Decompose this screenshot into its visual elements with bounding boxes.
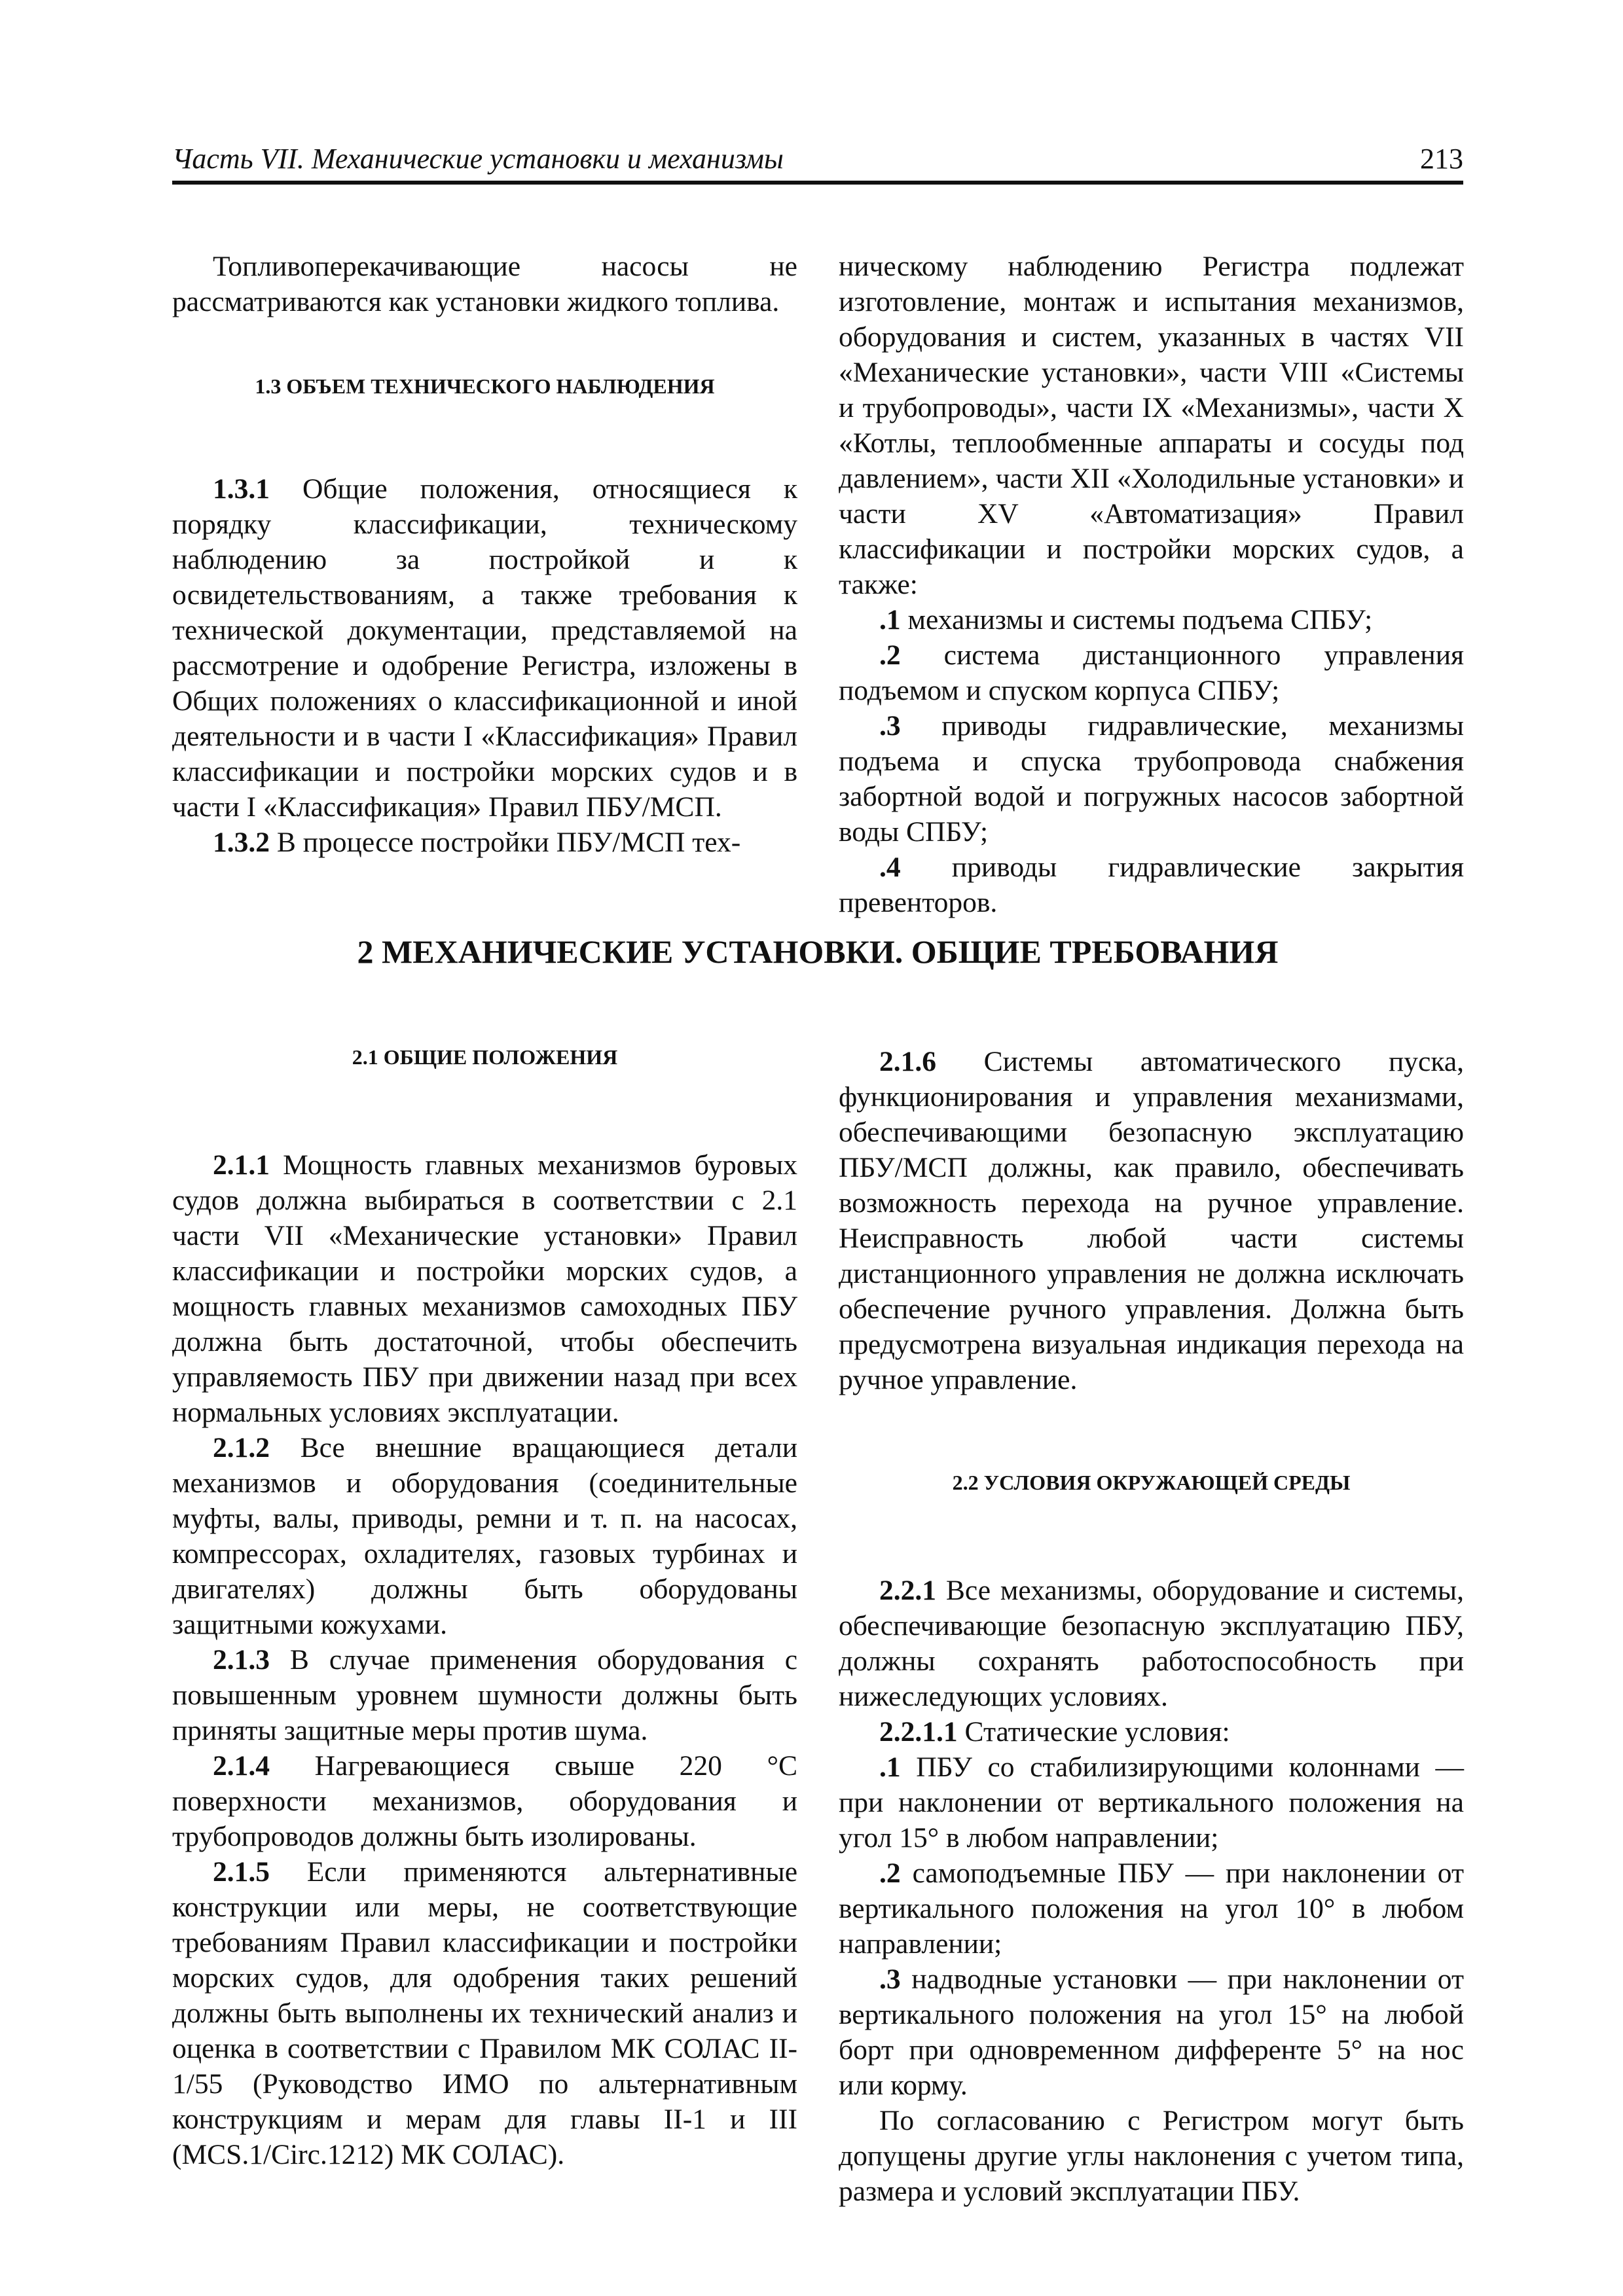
subsection-heading-2-1: 2.1 ОБЩИЕ ПОЛОЖЕНИЯ bbox=[352, 1045, 618, 1069]
clause-text: Мощность главных механизмов буровых судов должна выбираться в соответствии с 2.1 части VII «Механические установки» Правил классификации и постройки морских судов, а мощность главных механизмов самоходных ПБУ должна быть достаточной, чтобы обеспечить управляемость ПБУ при движении назад при всех нормальных условиях эксплуатации. bbox=[172, 1149, 797, 1428]
paragraph-1-3-2-continued: ническому наблюдению Регистра подлежат изготовление, монтаж и испытания механизмов, оборудования и систем, указанных в частях VII «Механические установки», части VIII «Системы и трубопроводы», части IX «Механизмы», части X «Котлы, теплообменные аппараты и сосуды под давлением», части XII «Холодильные установки» и части XV «Автоматизация» Правил классификации и постройки морских судов, а также: bbox=[839, 251, 1464, 600]
page-number: 213 bbox=[1420, 143, 1463, 175]
clause-text: В процессе постройки ПБУ/МСП тех- bbox=[270, 827, 741, 858]
paragraph-2-1-6 bbox=[839, 1044, 1464, 1397]
list-item bbox=[839, 602, 1464, 637]
list-item bbox=[839, 1856, 1464, 1962]
clause-text: Системы автоматического пуска, функционирования и управления механизмами, обеспечивающими безопасную эксплуатацию ПБУ/МСП должны, как правило, обеспечивать возможность перехода на ручное управление. Неисправность любой части системы дистанционного управления не должна исключать обеспечение ручного управления. Должна быть предусмотрена визуальная индикация перехода на ручное управление. bbox=[839, 1046, 1464, 1395]
item-text: надводные установки — при наклонении от вертикального положения на угол 15° на любой борт при одновременном дифференте 5° на нос или корму. bbox=[839, 1964, 1464, 2101]
clause-number: 2.1.6 bbox=[879, 1046, 936, 1077]
item-text: механизмы и системы подъема СПБУ; bbox=[900, 604, 1373, 636]
paragraph-2-1-5 bbox=[172, 1854, 797, 2172]
intro-paragraph: Топливоперекачивающие насосы не рассматриваются как установки жидкого топлива. bbox=[172, 251, 797, 317]
clause-number: 2.1.4 bbox=[213, 1750, 270, 1782]
paragraph-2-1-1 bbox=[172, 1147, 797, 1430]
running-title: Часть VII. Механические установки и механизмы bbox=[172, 143, 784, 175]
paragraph-2-2-1-1 bbox=[839, 1714, 1464, 1749]
list-item bbox=[839, 850, 1464, 920]
item-text: самоподъемные ПБУ — при наклонении от вертикального положения на угол 10° в любом направлении; bbox=[839, 1857, 1464, 1960]
clause-text: В случае применения оборудования с повышенным уровнем шумности должны быть приняты защитные меры против шума. bbox=[172, 1644, 797, 1746]
clause-text: Если применяются альтернативные конструкции или меры, не соответствующие требованиям Правил классификации и постройки морских судов, для одобрения таких решений должны быть выполнены их технический анализ и оценка в соответствии с Правилом МК СОЛАС II-1/55 (Руководство ИМО по альтернативным конструкциям и мерам для главы II-1 и III (MCS.1/Circ.1212) МК СОЛАС). bbox=[172, 1856, 797, 2170]
item-text: система дистанционного управления подъемом и спуском корпуса СПБУ; bbox=[839, 639, 1464, 706]
paragraph-1-3-1 bbox=[172, 471, 797, 825]
paragraph-1-3-2 bbox=[172, 825, 797, 860]
item-number: .1 bbox=[879, 604, 901, 636]
item-text: приводы гидравлические закрытия превенторов. bbox=[839, 852, 1464, 918]
clause-number: 2.1.1 bbox=[213, 1149, 270, 1181]
item-number: .3 bbox=[879, 1964, 901, 1995]
item-number: .2 bbox=[879, 639, 901, 671]
clause-number: 2.1.5 bbox=[213, 1856, 270, 1888]
list-item bbox=[839, 708, 1464, 850]
clause-text: Нагревающиеся свыше 220 °С поверхности механизмов, оборудования и трубопроводов должны быть изолированы. bbox=[172, 1750, 797, 1852]
item-number: .2 bbox=[879, 1857, 901, 1889]
clause-number: 1.3.1 bbox=[213, 473, 270, 505]
clause-text: Общие положения, относящиеся к порядку классификации, техническому наблюдению за постройкой и к освидетельствованиям, а также требования к технической документации, представляемой на рассмотрение и одобрение Регистра, изложены в Общих положениях о классификационной и иной деятельности и в части I «Классификация» Правил классификации и постройки морских судов и в части I «Классификация» Правил ПБУ/МСП. bbox=[172, 473, 797, 823]
clause-text: Все механизмы, оборудование и системы, обеспечивающие безопасную эксплуатацию ПБУ, должны сохранять работоспособность при нижеследующих условиях. bbox=[839, 1575, 1464, 1712]
clause-number: 2.1.2 bbox=[213, 1432, 270, 1463]
item-number: .4 bbox=[879, 852, 901, 883]
column-left-bottom bbox=[172, 1044, 797, 2172]
item-number: .1 bbox=[879, 1751, 901, 1783]
item-text: ПБУ со стабилизирующими колоннами — при наклонении от вертикального положения на угол 15° в любом направлении; bbox=[839, 1751, 1464, 1854]
clause-text: Статические условия: bbox=[957, 1716, 1230, 1748]
list-item bbox=[839, 637, 1464, 708]
section-title: 2 МЕХАНИЧЕСКИЕ УСТАНОВКИ. ОБЩИЕ ТРЕБОВАНИЯ bbox=[357, 933, 1279, 970]
clause-number: 2.1.3 bbox=[213, 1644, 270, 1676]
list-item bbox=[839, 1962, 1464, 2103]
paragraph-2-2-1 bbox=[839, 1573, 1464, 1714]
column-right-top bbox=[839, 249, 1464, 920]
clause-number: 2.2.1.1 bbox=[879, 1716, 958, 1748]
clause-number: 2.2.1 bbox=[879, 1575, 936, 1606]
item-number: .3 bbox=[879, 710, 901, 742]
paragraph-2-1-3 bbox=[172, 1642, 797, 1748]
page-header bbox=[172, 131, 1463, 185]
item-text: приводы гидравлические, механизмы подъема и спуска трубопровода снабжения забортной водой и погружных насосов забортной воды СПБУ; bbox=[839, 710, 1464, 848]
closing-paragraph: По согласованию с Регистром могут быть допущены другие углы наклонения с учетом типа, размера и условий эксплуатации ПБУ. bbox=[839, 2105, 1464, 2207]
column-left-top bbox=[172, 249, 797, 860]
paragraph-2-1-2 bbox=[172, 1430, 797, 1642]
subsection-heading-1-3: 1.3 ОБЪЕМ ТЕХНИЧЕСКОГО НАБЛЮДЕНИЯ bbox=[255, 374, 715, 398]
paragraph-2-1-4 bbox=[172, 1748, 797, 1854]
column-right-bottom bbox=[839, 1044, 1464, 2209]
clause-number: 1.3.2 bbox=[213, 827, 270, 858]
subsection-heading-2-2: 2.2 УСЛОВИЯ ОКРУЖАЮЩЕЙ СРЕДЫ bbox=[952, 1471, 1351, 1494]
list-item bbox=[839, 1749, 1464, 1856]
clause-text: Все внешние вращающиеся детали механизмов и оборудования (соединительные муфты, валы, приводы, ремни и т. п. на насосах, компрессорах, охладителях, газовых турбинах и двигателях) должны быть оборудованы защитными кожухами. bbox=[172, 1432, 797, 1640]
